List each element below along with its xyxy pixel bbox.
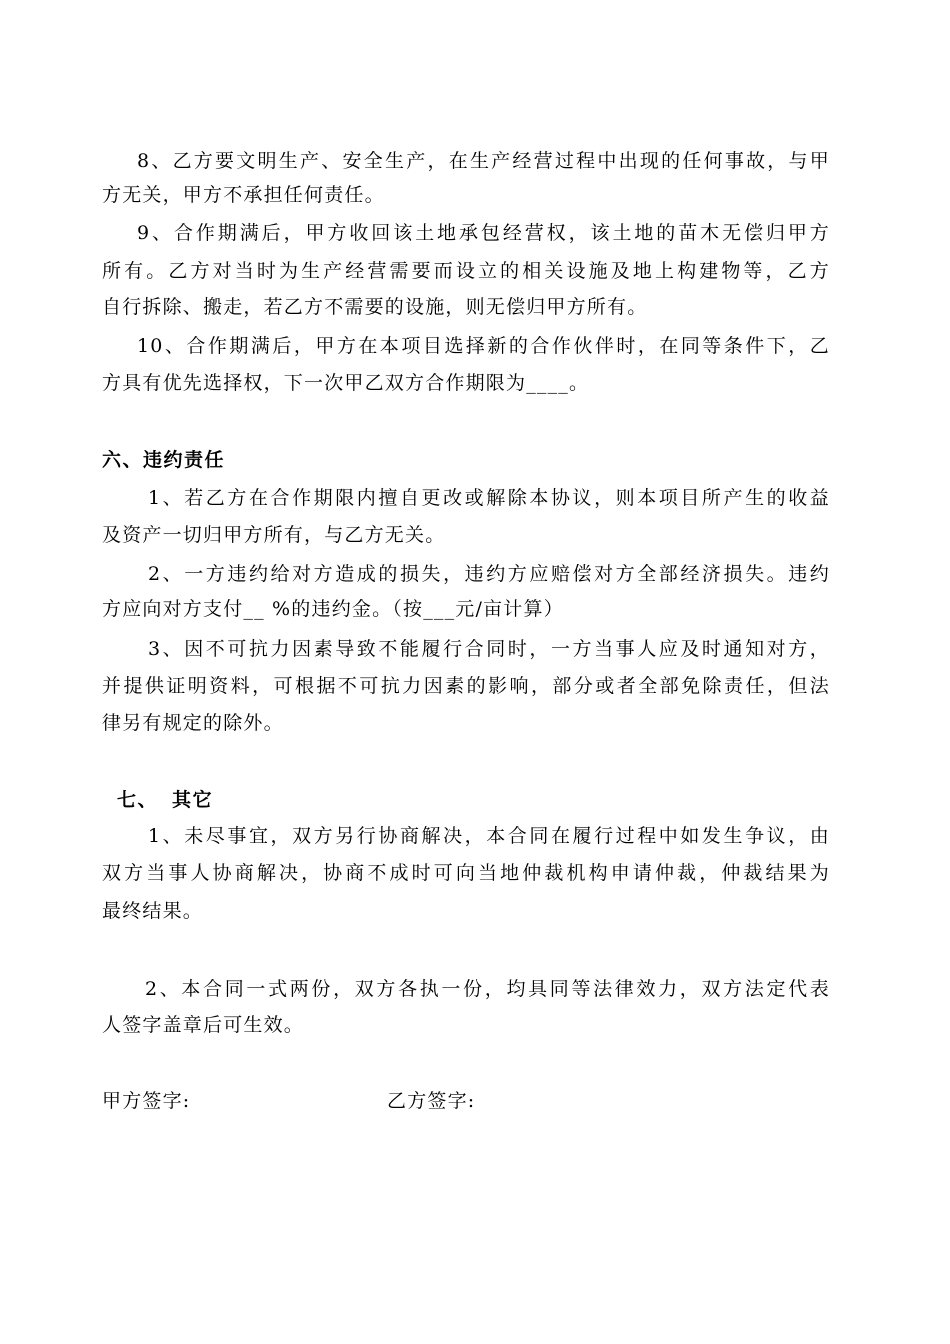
section6-item3-line2: 并提供证明资料，可根据不可抗力因素的影响，部分或者全部免除责任，但法: [102, 675, 830, 697]
item9-line1: 9、合作期满后，甲方收回该土地承包经营权，该土地的苗木无偿归甲方: [137, 222, 830, 244]
section6-item1-line2: 及资产一切归甲方所有，与乙方无关。: [102, 524, 446, 546]
section7-item1-line1: 1、未尽事宜，双方另行协商解决，本合同在履行过程中如发生争议，由: [148, 825, 830, 847]
item10-line2: 方具有优先选择权，下一次甲乙双方合作期限为____。: [102, 372, 590, 394]
item10-line1: 10、合作期满后，甲方在本项目选择新的合作伙伴时，在同等条件下，乙: [137, 335, 830, 357]
item8-line1: 8、乙方要文明生产、安全生产，在生产经营过程中出现的任何事故，与甲: [137, 150, 830, 172]
item8-line2: 方无关，甲方不承担任何责任。: [102, 184, 385, 206]
section6-item2-line2: 方应向对方支付__ %的违约金。（按___元/亩计算）: [102, 598, 564, 620]
section6-item3-line1: 3、因不可抗力因素导致不能履行合同时，一方当事人应及时通知对方，: [148, 638, 830, 660]
section7-item2-line2: 人签字盖章后可生效。: [102, 1014, 305, 1036]
section7-heading-number: 七、: [117, 789, 159, 811]
section6-item3-line3: 律另有规定的除外。: [102, 712, 284, 734]
section7-item2-line1: 2、本合同一式两份，双方各执一份，均具同等法律效力，双方法定代表: [145, 978, 830, 1000]
item9-line2: 所有。乙方对当时为生产经营需要而设立的相关设施及地上构建物等，乙方: [102, 260, 830, 282]
section6-item2-line1: 2、一方违约给对方造成的损失，违约方应赔偿对方全部经济损失。违约: [148, 563, 830, 585]
item9-line3: 自行拆除、搬走，若乙方不需要的设施，则无偿归甲方所有。: [102, 296, 648, 318]
party-a-signature-label: 甲方签字:: [102, 1090, 191, 1112]
section6-item1-line1: 1、若乙方在合作期限内擅自更改或解除本协议，则本项目所产生的收益: [148, 487, 830, 509]
section7-heading-title: 其它: [172, 789, 214, 811]
party-b-signature-label: 乙方签字:: [387, 1090, 476, 1112]
section7-item1-line2: 双方当事人协商解决，协商不成时可向当地仲裁机构申请仲裁，仲裁结果为: [102, 862, 830, 884]
section6-heading: 六、违约责任: [102, 449, 226, 471]
section7-item1-line3: 最终结果。: [102, 900, 204, 922]
